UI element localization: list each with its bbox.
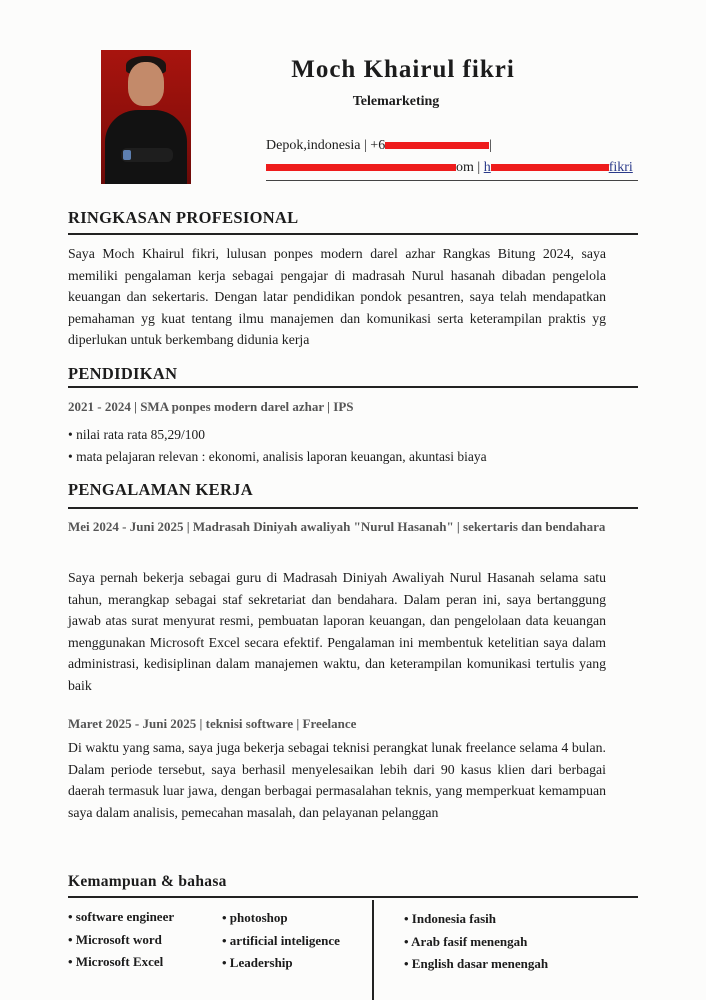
profile-photo	[101, 50, 191, 184]
summary-rule	[68, 233, 638, 235]
job-title: Maret 2025 - Juni 2025 | teknisi software | Freelance	[68, 716, 357, 731]
resume-name: Moch Khairul fikri	[291, 56, 515, 83]
summary-text: Saya Moch Khairul fikri, lulusan ponpes modern darel azhar Rangkas Bitung 2024, saya memiliki pengalaman kerja sebagai pengajar di madrasah Nurul hasanah dibadan pengelola keuangan dan sekertaris. Dengan latar pendidikan pondok pesantren, saya telah mendapatkan pemahaman yg kuat tentang ilmu manajemen dan komunikasi serta keterampilan praktis yg diperlukan untuk berkembang didunia kerja	[68, 246, 606, 347]
skills-heading: Kemampuan & bahasa	[68, 873, 227, 890]
education-bullet: • mata pelajaran relevan : ekonomi, analisis laporan keuangan, akuntasi biaya	[68, 449, 487, 464]
contact-separator-end: |	[489, 138, 493, 153]
phone-prefix: +6	[370, 138, 386, 153]
education-bullet: • nilai rata rata 85,29/100	[68, 427, 206, 442]
education-rule	[68, 386, 638, 388]
skill-item: • software engineer	[68, 909, 175, 924]
contact-line-2	[266, 160, 633, 176]
profile-link[interactable]: h fikri	[483, 160, 633, 175]
skill-item: • Leadership	[222, 955, 293, 970]
language-item: • Arab fasif menengah	[404, 933, 528, 949]
resume-role: Telemarketing	[352, 94, 440, 109]
education-heading: PENDIDIKAN	[68, 364, 178, 383]
education-entry: 2021 - 2024 | SMA ponpes modern darel azhar | IPS	[68, 399, 354, 414]
language-item: • Indonesia fasih	[404, 911, 496, 926]
email-suffix: om	[456, 160, 474, 175]
redacted-phone	[385, 142, 489, 149]
skills-rule	[68, 896, 638, 898]
language-item: • English dasar menengah	[404, 956, 549, 971]
contact-separator-2: |	[477, 160, 481, 175]
skill-item: • photoshop	[222, 910, 288, 925]
experience-rule	[68, 507, 638, 509]
contact-separator: |	[363, 138, 367, 153]
header-divider	[266, 180, 638, 181]
redacted-email	[266, 164, 456, 171]
job-title: Mei 2024 - Juni 2025 | Madrasah Diniyah awaliyah "Nurul Hasanah" | sekertaris dan bendahara	[68, 519, 606, 534]
experience-heading: PENGALAMAN KERJA	[68, 480, 253, 499]
job-description: Di waktu yang sama, saya juga bekerja sebagai teknisi perangkat lunak freelance selama 4 bulan. Dalam periode tersebut, saya berhasil menyelesaikan lebih dari 90 kasus klien dari berbagai daerah termasuk luar jawa, dengan berbagai permasalahan teknis, yang memperkuat kemampuan saya dalam analisis, pemecahan masalah, dan pelayanan pelanggan	[68, 740, 606, 820]
skills-column-2	[222, 907, 340, 975]
skill-item: • Microsoft Excel	[68, 954, 164, 969]
location-text: Depok,indonesia	[266, 138, 361, 153]
languages-column	[404, 908, 548, 976]
job-description: Saya pernah bekerja sebagai guru di Madrasah Diniyah Awaliyah Nurul Hasanah selama satu tahun, merangkap sebagai staf sekretariat dan bendahara. Dalam peran ini, saya bertanggung jawab atas surat menyurat resmi, pembuatan laporan keuangan, dan pengelolaan data keuangan menggunakan Microsoft Excel secara efektif. Pengalaman ini membentuk ketelitian saya dalam administrasi, kedisiplinan dalam manajemen waktu, dan keterampilan komunikasi tertulis yang baik	[68, 570, 606, 693]
skills-divider	[372, 900, 374, 1000]
summary-heading: RINGKASAN PROFESIONAL	[68, 208, 299, 227]
skill-item: • Microsoft word	[68, 931, 162, 947]
contact-line-1	[266, 138, 492, 154]
skill-item: • artificial inteligence	[222, 932, 340, 948]
skills-column-1	[68, 906, 174, 974]
